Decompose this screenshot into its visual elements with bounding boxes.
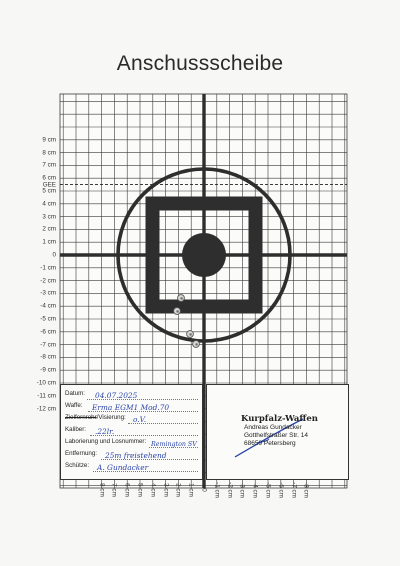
- x-axis-label: 0: [200, 488, 208, 492]
- page-title: Anschussscheibe: [116, 52, 284, 75]
- y-axis-label: -3 cm: [40, 289, 56, 297]
- dealer-logo: Kurpfalz-Waffen: [241, 414, 318, 424]
- bullet-hole-center: [180, 297, 183, 300]
- y-axis-label: -6 cm: [40, 328, 56, 336]
- y-axis-label: 0: [52, 251, 56, 259]
- bullet-hole-center: [195, 343, 198, 346]
- y-axis-label: -2 cm: [40, 277, 56, 285]
- x-axis-label: 7 cm: [110, 483, 118, 497]
- kaliber-value: .22lr.: [95, 427, 115, 436]
- form-row-laborierung: [65, 438, 198, 449]
- x-axis-label: -6 cm: [277, 482, 285, 498]
- x-axis-label: -8 cm: [302, 482, 310, 498]
- y-axis-label: GEE: [42, 181, 56, 189]
- dealer-city: 68659 Petersberg: [244, 440, 296, 447]
- x-axis-label: -1 cm: [213, 482, 221, 498]
- y-axis-label: -1 cm: [40, 264, 56, 272]
- schuetze-value: A. Gundacker: [97, 463, 149, 472]
- y-axis-label: 8 cm: [42, 149, 56, 157]
- x-axis-label: -3 cm: [238, 482, 246, 498]
- y-axis-label: -10 cm: [36, 379, 56, 387]
- y-axis-label: -5 cm: [40, 315, 56, 323]
- x-axis-label: 8 cm: [98, 483, 106, 497]
- y-axis-label: -8 cm: [40, 353, 56, 361]
- y-axis-label: -11 cm: [37, 392, 56, 400]
- y-axis-label: 6 cm: [42, 174, 56, 182]
- shot-info-form: [60, 384, 203, 480]
- schuetze-label: Schütze:: [65, 462, 90, 469]
- laborierung-value: Remington SV: [151, 441, 197, 448]
- bullet-hole-center: [176, 310, 179, 313]
- entfernung-label: Entfernung:: [65, 450, 97, 457]
- x-axis-label: 5 cm: [136, 483, 144, 497]
- datum-value: 04.07.2025: [95, 391, 138, 400]
- x-axis-label: -7 cm: [290, 482, 298, 498]
- y-axis-label: 1 cm: [42, 238, 56, 246]
- x-axis-label: 6 cm: [123, 483, 131, 497]
- form-row-schuetze: [65, 462, 198, 473]
- y-axis-label: -12 cm: [36, 405, 56, 413]
- waffe-label: Waffe:: [65, 402, 83, 409]
- form-row-datum: [65, 390, 198, 401]
- dealer-stamp-box: [206, 384, 349, 480]
- y-axis-label: 4 cm: [42, 200, 56, 208]
- visierung-label: /Visierung:: [96, 414, 126, 421]
- y-axis-label: 5 cm: [42, 187, 56, 195]
- dealer-name: Andreas Gundacker: [244, 424, 302, 431]
- bullet-hole-center: [189, 333, 192, 336]
- x-axis-label: 1 cm: [187, 483, 195, 497]
- x-axis-label: 4 cm: [149, 483, 157, 497]
- zielfernrohr-label: Zielfernrohr: [65, 414, 97, 421]
- dealer-stamp: [241, 415, 341, 448]
- x-axis-label: -4 cm: [251, 482, 259, 498]
- form-row-visierung: [65, 414, 198, 425]
- x-axis-label: 3 cm: [162, 483, 170, 497]
- dealer-street: Gotthelfstraßer Str. 14: [244, 432, 308, 439]
- form-row-entfernung: [65, 450, 198, 461]
- visierung-value: o.V.: [133, 415, 147, 424]
- y-axis-label: 7 cm: [42, 161, 56, 169]
- kaliber-label: Kaliber:: [65, 426, 86, 433]
- x-axis-label: -5 cm: [264, 482, 272, 498]
- x-axis-label: 2 cm: [174, 483, 182, 497]
- y-axis-label: -7 cm: [40, 341, 56, 349]
- form-row-waffe: [65, 402, 198, 413]
- bullseye-dot: [182, 233, 226, 277]
- waffe-value: Erma EGM1 Mod.70: [92, 403, 170, 412]
- laborierung-label: Laborierung und Losnummer:: [65, 438, 147, 445]
- entfernung-value: 25m freistehend: [105, 451, 167, 460]
- datum-label: Datum:: [65, 390, 85, 397]
- y-axis-label: -4 cm: [40, 302, 56, 310]
- y-axis-label: 9 cm: [42, 136, 56, 144]
- y-axis-label: 2 cm: [42, 225, 56, 233]
- y-axis-label: -9 cm: [40, 366, 56, 374]
- x-axis-label: -2 cm: [226, 482, 234, 498]
- y-axis-label: 3 cm: [42, 213, 56, 221]
- form-row-kaliber: [65, 426, 198, 437]
